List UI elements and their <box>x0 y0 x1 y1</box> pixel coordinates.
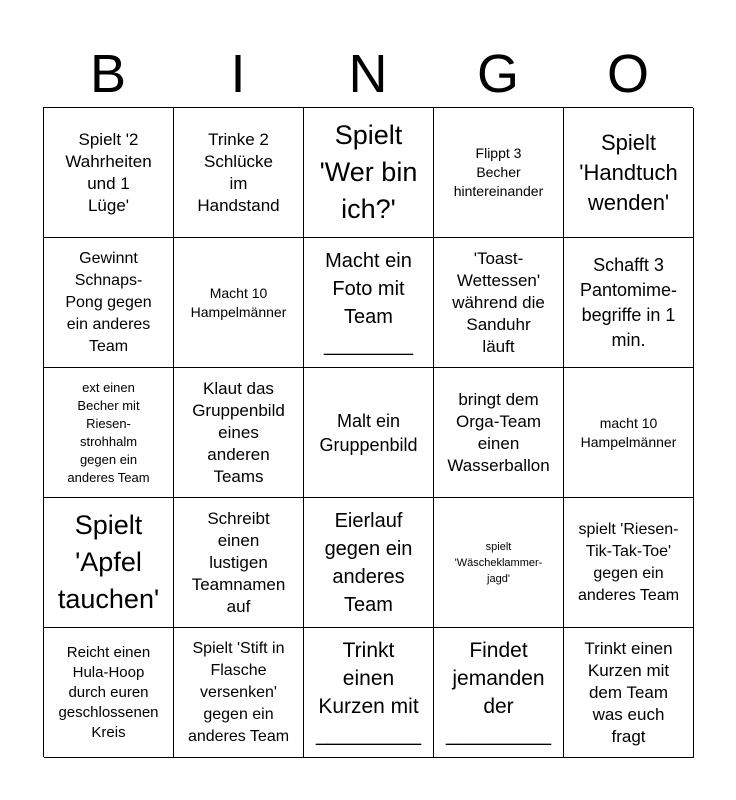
header-letter-n: N <box>348 44 388 104</box>
bingo-cell-r4c4[interactable] <box>434 498 564 628</box>
cell-text: Klaut das Gruppenbild eines anderen Teams <box>192 378 285 486</box>
cell-text: Spielt 'Stift in Flasche versenken' gegen ein anderes Team <box>187 639 290 745</box>
cell-text: Trinkt einen Kurzen mit dem Team was euch fragt <box>584 638 673 746</box>
bingo-cell-r5c1[interactable] <box>44 628 174 758</box>
bingo-cell-r1c5[interactable] <box>564 108 694 238</box>
bingo-cell-r3c4[interactable] <box>434 368 564 498</box>
bingo-cell-r3c5[interactable] <box>564 368 694 498</box>
cell-text: Flippt 3 Becher hintereinander <box>453 145 544 199</box>
bingo-cell-r1c1[interactable] <box>44 108 174 238</box>
bingo-cell-r2c5[interactable] <box>564 238 694 368</box>
bingo-cell-r5c3[interactable] <box>304 628 434 758</box>
cell-text: bringt dem Orga-Team einen Wasserballon <box>447 389 550 475</box>
cell-text: spielt 'Wäscheklammer- jagd' <box>454 540 543 585</box>
cell-text: Findet jemanden der _________ <box>445 638 552 746</box>
cell-text: macht 10 Hampelmänner <box>580 414 677 450</box>
bingo-cell-r3c3[interactable] <box>304 368 434 498</box>
bingo-cell-r3c2[interactable] <box>174 368 304 498</box>
bingo-cell-r2c3[interactable] <box>304 238 434 368</box>
bingo-cell-r5c2[interactable] <box>174 628 304 758</box>
cell-text: Eierlauf gegen ein anderes Team <box>324 509 413 616</box>
cell-text: Reicht einen Hula-Hoop durch euren geschlossenen Kreis <box>58 643 159 741</box>
bingo-cell-r2c4[interactable] <box>434 238 564 368</box>
bingo-grid <box>43 107 693 757</box>
cell-text: Schafft 3 Pantomime- begriffe in 1 min. <box>579 254 678 350</box>
bingo-cell-r4c1[interactable] <box>44 498 174 628</box>
header-letter-o: O <box>606 44 649 104</box>
bingo-cell-r2c2[interactable] <box>174 238 304 368</box>
cell-text: Schreibt einen lustigen Teamnamen auf <box>191 508 286 616</box>
cell-text: ext einen Becher mit Riesen- strohhalm gegen ein anderes Team <box>67 379 150 485</box>
cell-text: Trinkt einen Kurzen mit _________ <box>315 638 422 746</box>
bingo-cell-r4c3[interactable] <box>304 498 434 628</box>
bingo-cell-r1c4[interactable] <box>434 108 564 238</box>
cell-text: Malt ein Gruppenbild <box>319 410 418 455</box>
bingo-cell-r4c2[interactable] <box>174 498 304 628</box>
bingo-cell-r5c5[interactable] <box>564 628 694 758</box>
bingo-cell-r2c1[interactable] <box>44 238 174 368</box>
header-letter-g: G <box>476 44 519 104</box>
cell-text: Trinke 2 Schlücke im Handstand <box>197 129 280 215</box>
bingo-cell-r1c3[interactable] <box>304 108 434 238</box>
cell-text: Macht 10 Hampelmänner <box>190 284 287 320</box>
cell-text: 'Toast- Wettessen' während die Sanduhr läuft <box>452 248 545 356</box>
bingo-cell-r3c1[interactable] <box>44 368 174 498</box>
cell-text: Spielt 'Wer bin ich?' <box>319 120 418 224</box>
header-letter-b: B <box>89 44 127 104</box>
bingo-cell-r5c4[interactable] <box>434 628 564 758</box>
cell-text: Spielt 'Handtuch wenden' <box>579 129 678 215</box>
cell-text: Spielt 'Apfel tauchen' <box>57 510 160 614</box>
cell-text: Spielt '2 Wahrheiten und 1 Lüge' <box>65 129 152 215</box>
cell-text: Macht ein Foto mit Team ________ <box>324 249 413 356</box>
header-letter-i: I <box>230 44 246 104</box>
bingo-cell-r1c2[interactable] <box>174 108 304 238</box>
cell-text: spielt 'Riesen- Tik-Tak-Toe' gegen ein anderes Team <box>577 520 680 604</box>
bingo-cell-r4c5[interactable] <box>564 498 694 628</box>
cell-text: Gewinnt Schnaps- Pong gegen ein anderes Team <box>65 249 152 355</box>
bingo-header <box>43 44 693 104</box>
